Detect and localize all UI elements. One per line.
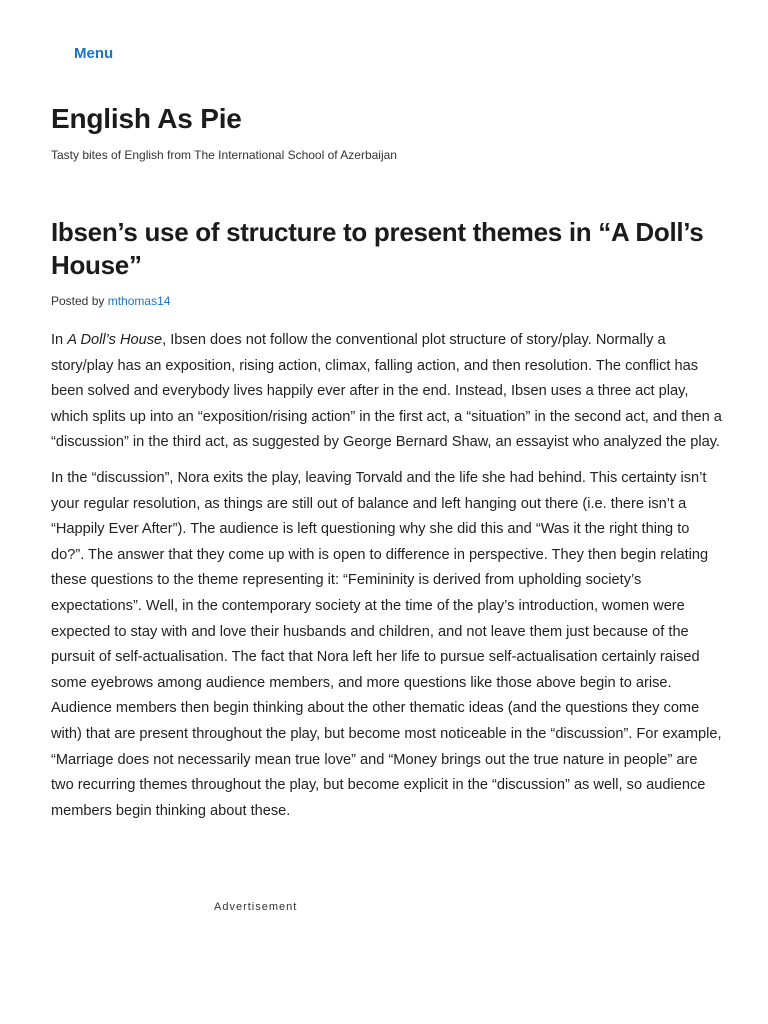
byline-prefix: Posted by <box>51 294 105 308</box>
post-title: Ibsen’s use of structure to present themes in “A Doll’s House” <box>51 217 704 280</box>
site-description: Tasty bites of English from The International School of Azerbaijan <box>51 148 397 162</box>
paragraph-1-lead: In <box>51 332 68 348</box>
play-title-italic: A Doll’s House <box>67 332 163 348</box>
menu-button[interactable]: Menu <box>74 45 114 62</box>
post-content <box>51 328 723 834</box>
advertisement-label: Advertisement <box>214 901 298 913</box>
paragraph-1-body: , Ibsen does not follow the conventional plot structure of story/play. Normally a story/play has an exposition, rising action, climax, falling action, and then resolution. The conflict has been solved and everybody lives happily ever after in the end. Instead, Ibsen uses a three act play, which splits up into an “exposition/rising action” in the first act, a “situation” in the second act, and then a “discussion” in the third act, as suggested by George Bernard Shaw, an essayist who analyzed the play. <box>51 332 722 451</box>
paragraph-2: In the “discussion”, Nora exits the play, leaving Torvald and the life she had behind. This certainty isn’t your regular resolution, as things are still out of balance and left hanging out there (i.e. there isn’t a “Happily Ever After”). The audience is left questioning why she did this and “Was it the right thing to do?”. The answer that they come up with is open to difference in perspective. They then begin relating these questions to the theme representing it: “Femininity is derived from upholding society’s expectations”. Well, in the contemporary society at the time of the play’s introduction, women were expected to stay with and love their husbands and children, and not leave them just because of the pursuit of self-actualisation. The fact that Nora left her life to pursue self-actualisation certainly raised some eyebrows among audience members, and more questions like those above begin to arise. Audience members then begin thinking about the other thematic ideas (and the questions they come with) that are present throughout the play, but become most noticeable in the “discussion”. For example, “Marriage does not necessarily mean true love” and “Money brings out the true nature in people” are two recurring themes throughout the play, but become explicit in the “discussion” as well, so audience members begin thinking about these. <box>51 469 722 819</box>
paragraph-1 <box>51 328 723 456</box>
post-byline <box>51 294 170 308</box>
site-title[interactable]: English As Pie <box>51 103 242 134</box>
author-link[interactable]: mthomas14 <box>107 294 171 308</box>
